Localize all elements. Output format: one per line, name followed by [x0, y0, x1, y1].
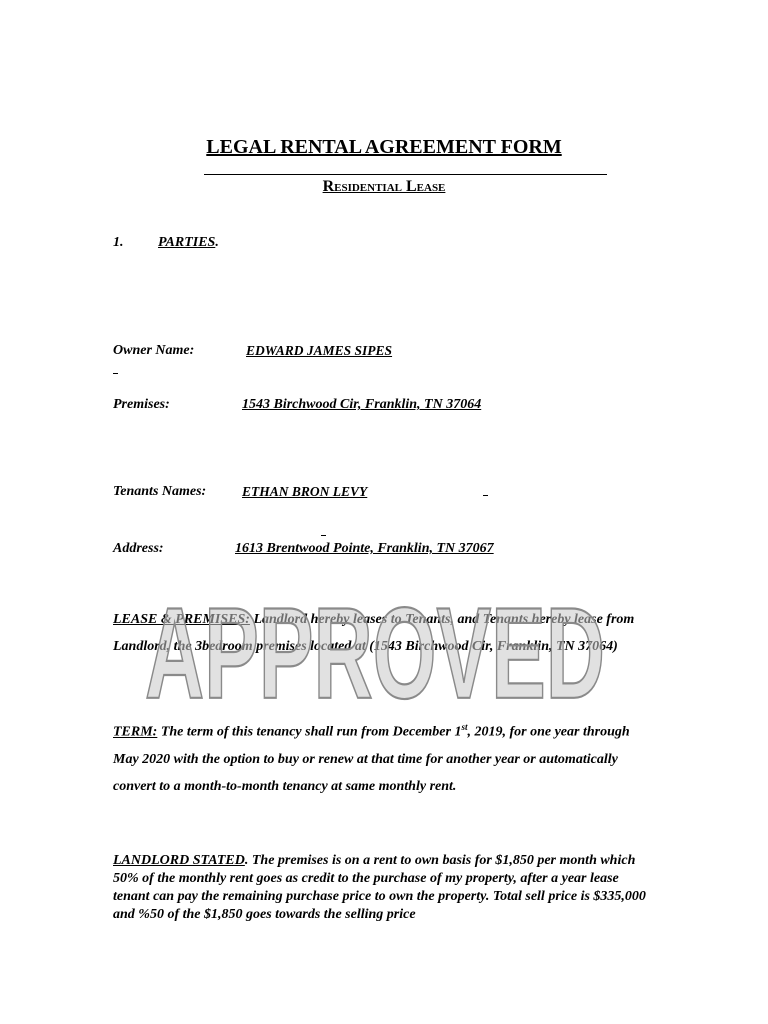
lease-premises-heading: LEASE & PREMISES: [113, 612, 250, 627]
landlord-stated-paragraph [113, 852, 653, 924]
tenants-value: ETHAN BRON LEVY [242, 484, 368, 499]
blank-mark [483, 486, 488, 497]
section-heading-parties [158, 235, 219, 251]
term-text-before: The term of this tenancy shall run from December 1 [157, 724, 462, 740]
address-label: Address: [113, 541, 164, 556]
section-number: 1. [113, 235, 124, 250]
blank-mark [113, 364, 118, 375]
address-value: 1613 Brentwood Pointe, Franklin, TN 37067 [235, 541, 494, 556]
tenants-label: Tenants Names: [113, 484, 207, 499]
document-title: LEGAL RENTAL AGREEMENT FORM [206, 136, 562, 158]
term-heading: TERM: [113, 724, 158, 740]
landlord-stated-text: . The premises is on a rent to own basis for $1,850 per month which 50% of the monthly rent goes as credit to the purchase of my property, after a year lease tenant can pay the remaining purchase price to own the property. Total sell price is $335,000 and %50 of the $1,850 goes towards the selling price [113, 853, 646, 922]
owner-label: Owner Name: [113, 343, 195, 358]
title-divider [204, 174, 607, 175]
blank-mark [321, 526, 326, 537]
term-text-after: , 2019, for one year through May 2020 with the option to buy or renew at that time for another year or automatically convert to a month-to-month tenancy at same monthly rent. [113, 724, 630, 794]
premises-label: Premises: [113, 397, 170, 412]
term-paragraph [113, 714, 653, 800]
approved-stamp-text: APPROVED [145, 581, 605, 720]
landlord-stated-heading: LANDLORD STATED [113, 853, 245, 868]
section-heading-text: PARTIES [158, 235, 216, 250]
term-superscript: st [461, 722, 468, 732]
section-heading-suffix: . [215, 235, 219, 250]
lease-premises-text: Landlord hereby leases to Tenants, and Tenants hereby lease from Landlord, the 3bedroom premises located at (1543 Birchwood Cir, Franklin, TN 37064) [113, 612, 635, 654]
lease-premises-paragraph [113, 606, 653, 660]
document-subtitle: Residential Lease [322, 178, 446, 195]
owner-value: EDWARD JAMES SIPES [246, 343, 393, 358]
premises-value: 1543 Birchwood Cir, Franklin, TN 37064 [242, 397, 482, 412]
